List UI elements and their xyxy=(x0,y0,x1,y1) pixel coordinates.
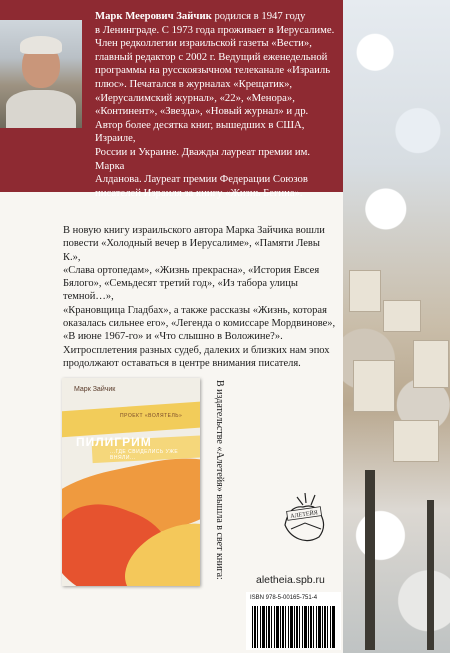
vertical-announcement: В издательстве «Алетейя» вышла в свет книга: xyxy=(214,380,225,580)
aletheia-logo-icon xyxy=(275,485,337,547)
isbn-barcode xyxy=(246,592,341,650)
publisher-website: aletheia.spb.ru xyxy=(256,574,325,586)
cover-title: ПИЛИГРИМ xyxy=(76,435,152,449)
author-bio-box xyxy=(0,0,343,199)
related-book-cover xyxy=(62,378,200,586)
barcode-bars xyxy=(252,606,336,648)
cover-series: ПРОЕКТ «ВОЛЯТЕЛЬ» xyxy=(120,413,183,419)
snowy-city-photo xyxy=(343,0,450,653)
author-photo xyxy=(0,20,82,128)
isbn-text: ISBN 978-5-00165-751-4 xyxy=(250,595,318,601)
author-bio-text: Марк Меерович Зайчик родился в 1947 году в Ленинграде. С 1973 года проживает в Иерусалиме. Член редколлегии израильской газеты «Вести», главный редактор с 2002 г. Ведущий еженедельной программы на русскоязычном телеканале «Израиль плюс». Печатался в журналах «Крещатик», «Иерусалимский журнал», «22», «Менора», «Континент», «Звезда», «Новый журнал» и др. Автор более десятка книг, вышедших в США, Израиле, России и Украине. Дважды лауреат премии им. Марка Алданова. Лауреат премии Федерации Союзов писателей Израиля за книгу «Жизнь Бегина». xyxy=(95,10,335,199)
book-description: В новую книгу израильского автора Марка Зайчика вошли повести «Холодный вечер в Иерусалиме», «Памяти Левы К.», «Слава ортопедам», «Жизнь прекрасна», «История Евсея Бялого», «Семьдесят третий год», «Из табора улицы темной…», «Крановщица Гладбах», а также рассказы «Жизнь, которая оказалась сильнее его», «Легенда о комиссаре Мордвинове», «В июне 1967-го» и «Что слышно в Воложине?». Хитросплетения разных судеб, далеких и близких нам эпох продолжают оставаться в центре внимания писателя. xyxy=(63,225,336,369)
cover-subtitle: ...ГДЕ СВИДЕЛИСЬ УЖЕ ВНЯЛИ... xyxy=(110,449,179,461)
logo-text: АЛЕТЕЙЯ xyxy=(289,510,319,520)
author-name: Марк Меерович Зайчик xyxy=(95,10,212,22)
cover-author: Марк Зайчик xyxy=(74,386,116,393)
